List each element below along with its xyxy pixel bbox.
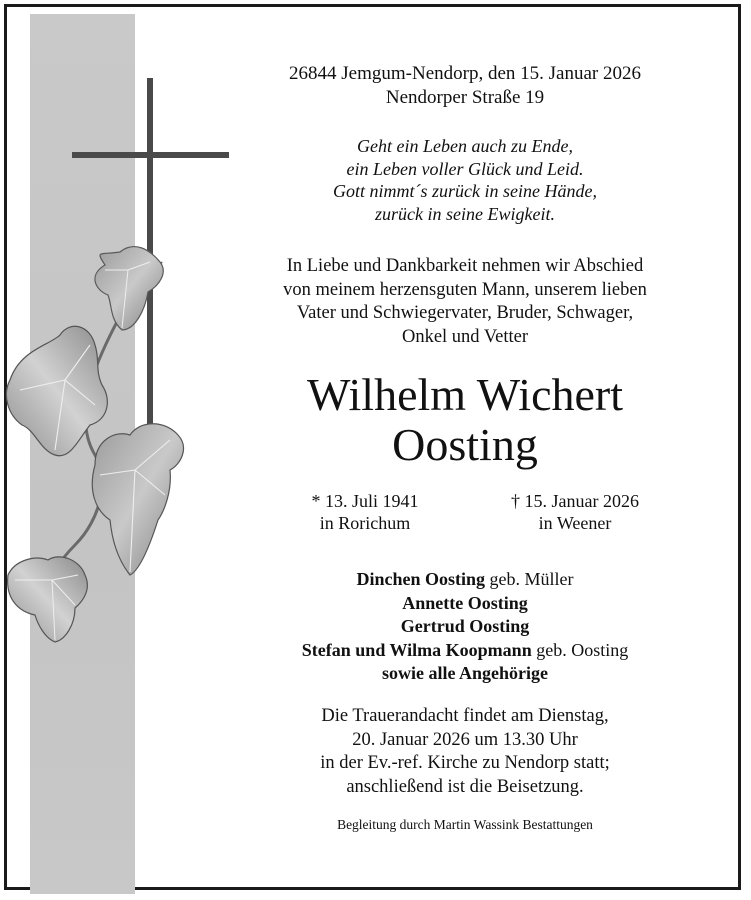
deceased-name-line2: Oosting bbox=[392, 419, 538, 470]
mourner bbox=[245, 568, 685, 592]
mourners-list bbox=[245, 568, 685, 686]
birth-place: in Rorichum bbox=[319, 513, 411, 533]
service-line: Die Trauerandacht findet am Dienstag, bbox=[321, 706, 609, 726]
mourner-note: geb. Oosting bbox=[531, 639, 629, 660]
service-line: in der Ev.-ref. Kirche zu Nendorp statt; bbox=[320, 753, 610, 773]
intro-line: Vater und Schwiegervater, Bruder, Schwager, bbox=[296, 303, 634, 323]
intro-text bbox=[245, 255, 685, 349]
birth-info bbox=[265, 490, 465, 534]
undertaker-note: Begleitung durch Martin Wassink Bestattungen bbox=[337, 817, 593, 832]
mourner bbox=[245, 639, 685, 663]
poem-line: Geht ein Leben auch zu Ende, bbox=[357, 136, 573, 156]
service-line: anschließend ist die Beisetzung. bbox=[346, 776, 584, 797]
poem bbox=[245, 135, 685, 225]
service-line: 20. Januar 2026 um 13.30 Uhr bbox=[352, 729, 578, 750]
poem-line: zurück in seine Ewigkeit. bbox=[375, 203, 555, 224]
mourner-name: sowie alle Angehörige bbox=[382, 663, 548, 683]
deceased-name-line1: Wilhelm Wichert bbox=[306, 369, 624, 420]
mourner-name: Gertrud Oosting bbox=[400, 616, 530, 636]
header-address bbox=[245, 62, 685, 110]
birth-date: * 13. Juli 1941 bbox=[311, 491, 419, 511]
death-place: in Weener bbox=[538, 513, 612, 533]
service-info bbox=[245, 705, 685, 799]
deceased-name bbox=[245, 370, 685, 470]
mourner-name: Dinchen Oosting bbox=[356, 569, 486, 589]
death-date: † 15. Januar 2026 bbox=[511, 491, 639, 511]
mourner bbox=[245, 592, 685, 616]
mourner-name: Stefan und Wilma Koopmann bbox=[301, 639, 532, 660]
death-info bbox=[475, 490, 675, 534]
intro-line: Onkel und Vetter bbox=[401, 326, 529, 347]
street: Nendorper Straße 19 bbox=[385, 87, 545, 108]
ivy-leaves-icon bbox=[0, 0, 240, 900]
mourner-name: Annette Oosting bbox=[402, 592, 528, 613]
poem-line: ein Leben voller Glück und Leid. bbox=[346, 158, 584, 179]
mourner bbox=[245, 615, 685, 639]
place-date: 26844 Jemgum-Nendorp, den 15. Januar 2026 bbox=[289, 63, 641, 84]
poem-line: Gott nimmt´s zurück in seine Hände, bbox=[333, 181, 597, 201]
intro-line: In Liebe und Dankbarkeit nehmen wir Abschied bbox=[286, 256, 644, 276]
mourner bbox=[245, 662, 685, 686]
intro-line: von meinem herzensguten Mann, unserem lieben bbox=[283, 279, 647, 300]
mourner-note: geb. Müller bbox=[485, 569, 574, 589]
